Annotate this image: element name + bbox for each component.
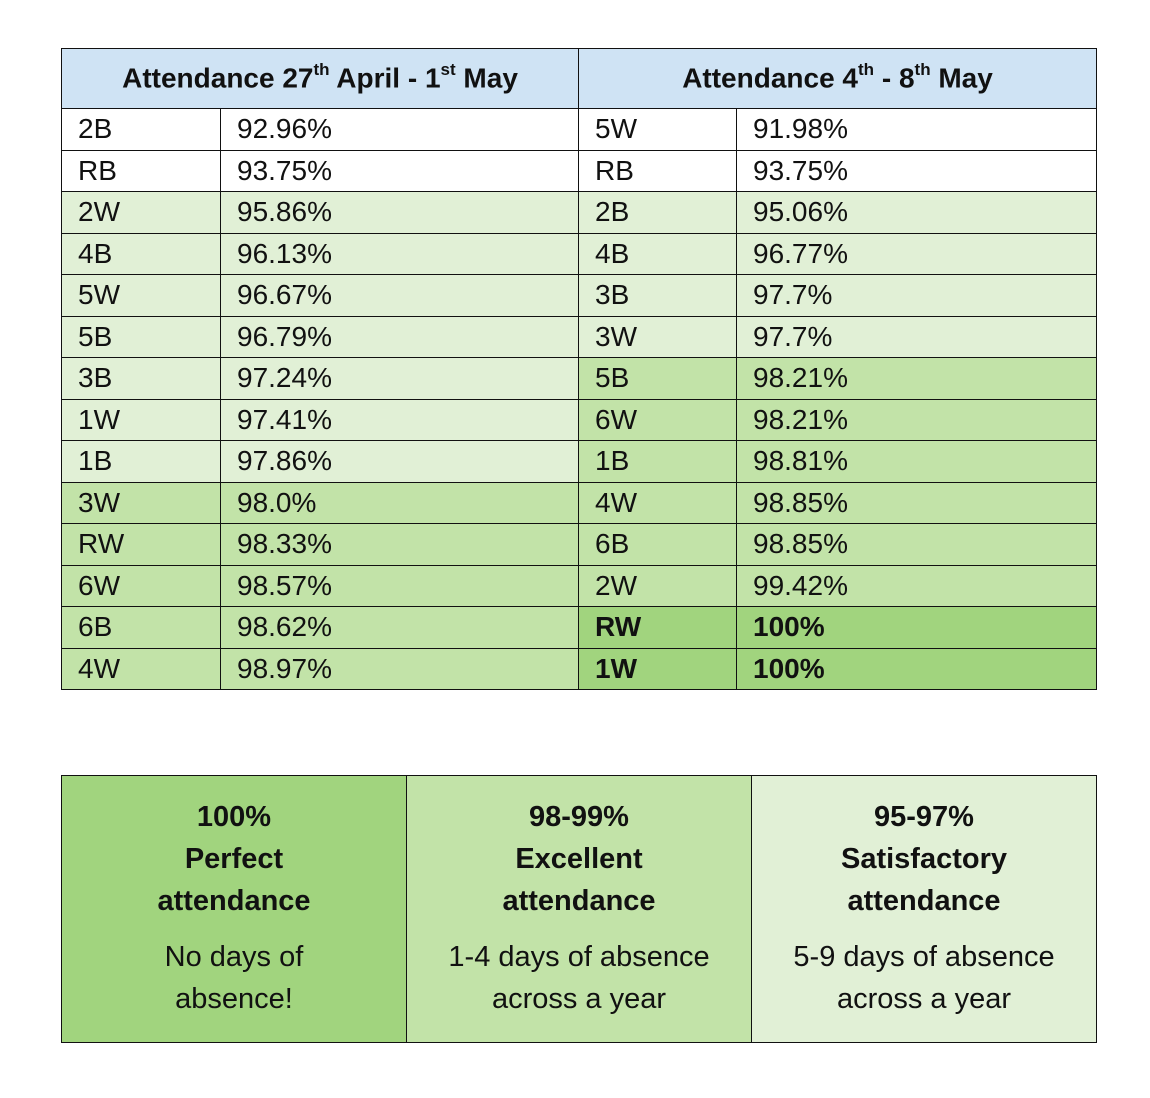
table-row [62,109,1097,151]
week1-percent-cell: 93.75% [221,150,579,192]
legend-title-line: attendance [157,885,311,917]
legend-perfect [62,776,407,1043]
week2-class-cell: RW [579,607,737,649]
week2-class-cell: 5B [579,358,737,400]
week2-class-cell: 2B [579,192,737,234]
week2-percent-cell: 98.85% [737,482,1097,524]
week1-class-cell: RB [62,150,221,192]
legend-table [61,775,1097,1043]
week1-class-cell: 3W [62,482,221,524]
week1-class-cell: 1B [62,441,221,483]
legend-desc-line: 1-4 days of absence [448,941,710,973]
week2-heading: Attendance 4th - 8th May [579,49,1097,109]
legend-desc-line: across a year [836,983,1012,1015]
table-row [62,275,1097,317]
week1-class-cell: 6W [62,565,221,607]
legend-desc-line: No days of [164,941,304,973]
legend-desc-line: across a year [491,983,667,1015]
week1-percent-cell: 98.33% [221,524,579,566]
legend-excellent [407,776,752,1043]
week1-percent-cell: 98.0% [221,482,579,524]
legend-title-line: attendance [502,885,656,917]
week2-percent-cell: 99.42% [737,565,1097,607]
week1-percent-cell: 96.67% [221,275,579,317]
week1-percent-cell: 98.97% [221,648,579,690]
legend-title-line: 95-97% [874,801,974,833]
legend-desc-line: 5-9 days of absence [793,941,1055,973]
week2-class-cell: RB [579,150,737,192]
table-row [62,358,1097,400]
legend-title-line: attendance [847,885,1001,917]
week2-class-cell: 6W [579,399,737,441]
week2-percent-cell: 91.98% [737,109,1097,151]
week2-percent-cell: 93.75% [737,150,1097,192]
legend-title [415,796,743,922]
week1-percent-cell: 98.62% [221,607,579,649]
table-row [62,233,1097,275]
table-row [62,192,1097,234]
legend-title [70,796,398,922]
week2-percent-cell: 95.06% [737,192,1097,234]
week2-class-cell: 6B [579,524,737,566]
table-row [62,482,1097,524]
week1-class-cell: 5B [62,316,221,358]
week2-class-cell: 4B [579,233,737,275]
week2-class-cell: 4W [579,482,737,524]
table-row [62,399,1097,441]
week2-percent-cell: 97.7% [737,316,1097,358]
week1-percent-cell: 98.57% [221,565,579,607]
week1-class-cell: 2W [62,192,221,234]
week1-percent-cell: 97.41% [221,399,579,441]
week2-percent-cell: 98.85% [737,524,1097,566]
legend-title [760,796,1088,922]
table-row [62,524,1097,566]
legend-description [415,936,743,1020]
attendance-body [62,109,1097,690]
week1-percent-cell: 96.79% [221,316,579,358]
week1-percent-cell: 95.86% [221,192,579,234]
week2-class-cell: 2W [579,565,737,607]
week2-class-cell: 3W [579,316,737,358]
legend-row [62,776,1097,1043]
week1-class-cell: RW [62,524,221,566]
week2-class-cell: 1B [579,441,737,483]
legend-description [70,936,398,1020]
attendance-header-row [62,49,1097,109]
week2-class-cell: 3B [579,275,737,317]
legend-desc-line: absence! [175,983,293,1015]
week1-percent-cell: 96.13% [221,233,579,275]
week1-percent-cell: 97.86% [221,441,579,483]
week2-percent-cell: 100% [737,607,1097,649]
week1-heading: Attendance 27th April - 1st May [62,49,579,109]
table-row [62,150,1097,192]
week1-class-cell: 5W [62,275,221,317]
legend-title-line: Excellent [515,843,643,875]
week1-class-cell: 2B [62,109,221,151]
week1-percent-cell: 97.24% [221,358,579,400]
attendance-table [61,48,1097,690]
week2-class-cell: 1W [579,648,737,690]
legend-satisfactory [752,776,1097,1043]
week1-class-cell: 6B [62,607,221,649]
table-row [62,607,1097,649]
week1-class-cell: 3B [62,358,221,400]
table-row [62,565,1097,607]
legend-title-line: 100% [196,801,272,833]
table-row [62,316,1097,358]
table-row [62,441,1097,483]
week2-percent-cell: 96.77% [737,233,1097,275]
legend-description [760,936,1088,1020]
week2-percent-cell: 98.81% [737,441,1097,483]
week2-percent-cell: 97.7% [737,275,1097,317]
week2-percent-cell: 98.21% [737,358,1097,400]
legend-title-line: Perfect [184,843,284,875]
week1-class-cell: 4W [62,648,221,690]
week2-percent-cell: 98.21% [737,399,1097,441]
table-row [62,648,1097,690]
legend-title-line: Satisfactory [840,843,1007,875]
week1-class-cell: 1W [62,399,221,441]
week2-class-cell: 5W [579,109,737,151]
week1-percent-cell: 92.96% [221,109,579,151]
week1-class-cell: 4B [62,233,221,275]
week2-percent-cell: 100% [737,648,1097,690]
legend-title-line: 98-99% [529,801,629,833]
